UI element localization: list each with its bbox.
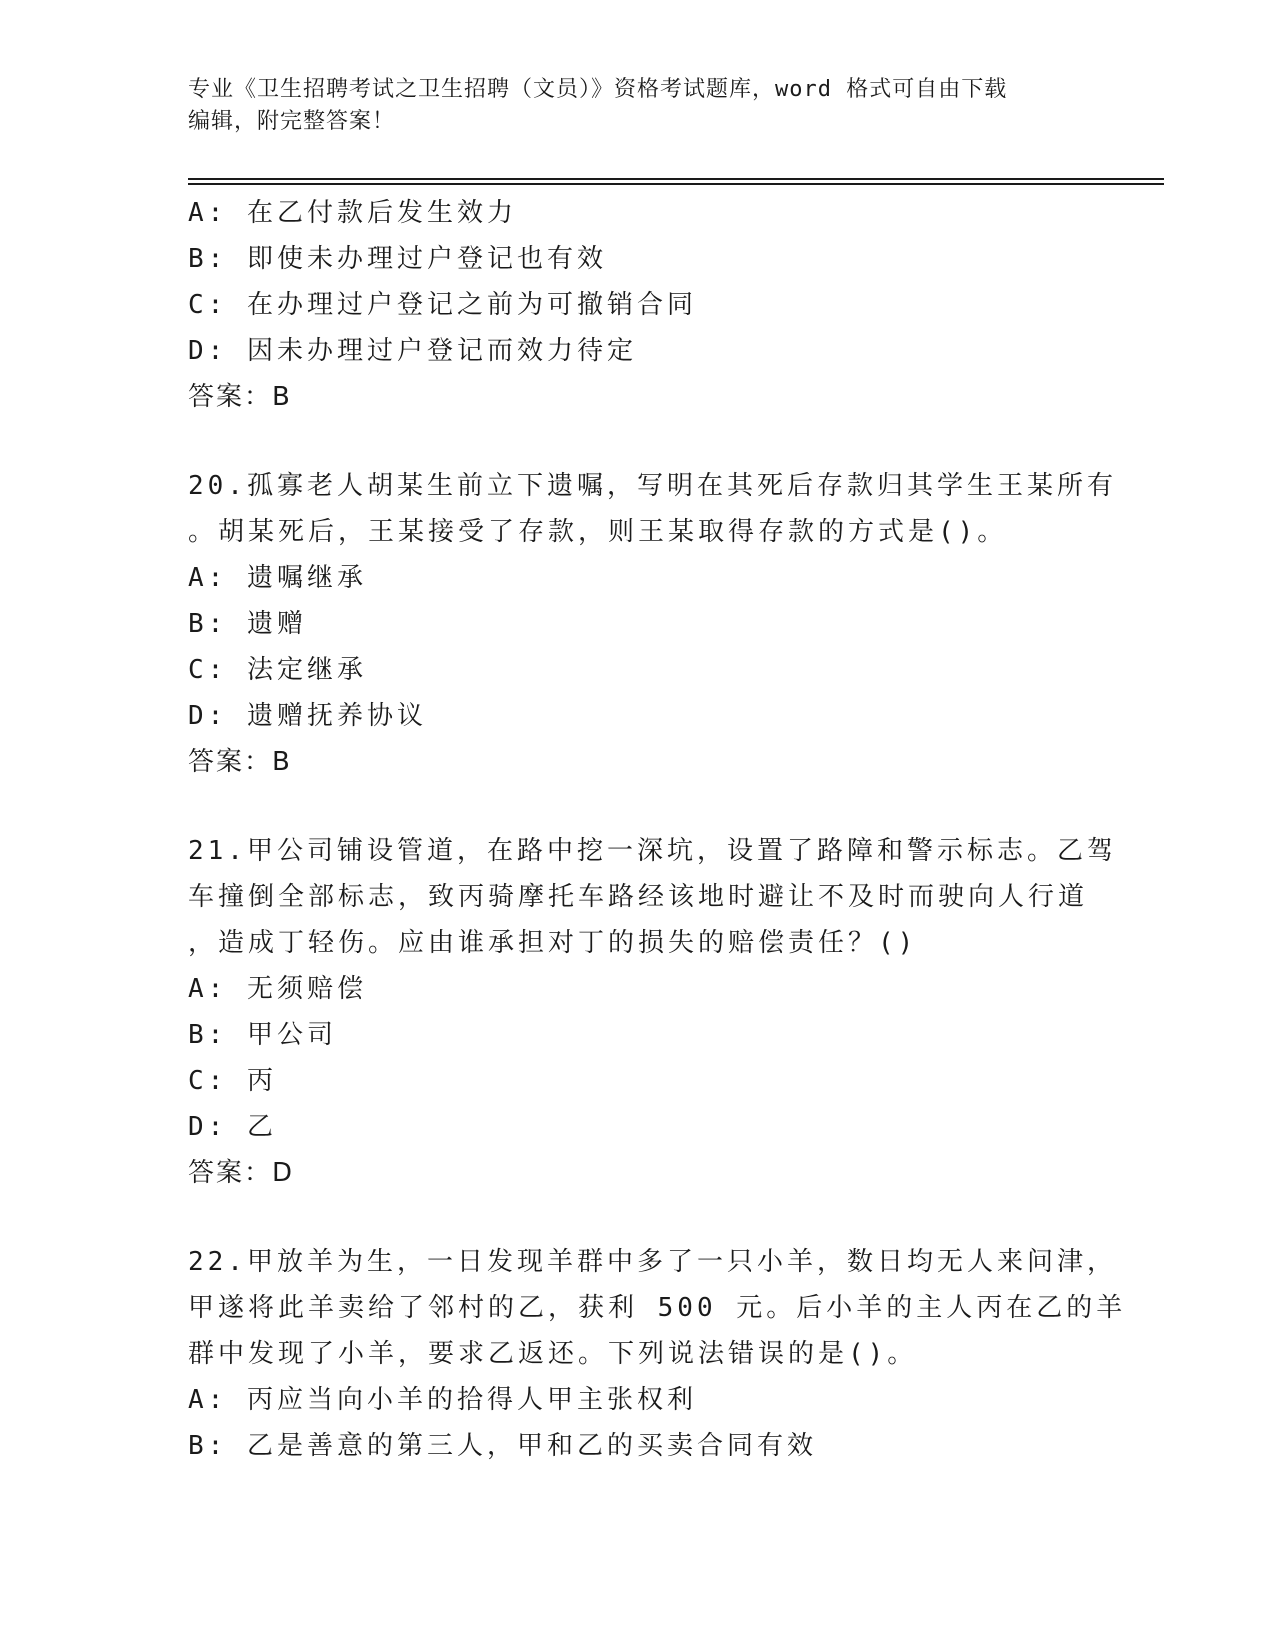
header-line-2: 编辑，附完整答案！ (188, 109, 396, 134)
option-b: B: 即使未办理过户登记也有效 (188, 244, 607, 274)
option-a: A: 在乙付款后发生效力 (188, 198, 517, 228)
header-divider-top (188, 178, 1164, 180)
question-text-line: 。胡某死后，王某接受了存款，则王某取得存款的方式是()。 (188, 517, 1008, 547)
question-text-line: 群中发现了小羊，要求乙返还。下列说法错误的是()。 (188, 1339, 918, 1369)
question-text-line: 20.孤寡老人胡某生前立下遗嘱，写明在其死后存款归其学生王某所有 (188, 471, 1117, 501)
option-b: B: 甲公司 (188, 1020, 337, 1050)
answer-label: 答案：B (188, 382, 292, 412)
question-text-line: 甲遂将此羊卖给了邻村的乙，获利 500 元。后小羊的主人丙在乙的羊 (188, 1293, 1127, 1323)
spacer (188, 1196, 1088, 1239)
header-divider-bottom (188, 183, 1164, 185)
answer-label: 答案：D (188, 1158, 295, 1188)
question-block-19 (188, 190, 1088, 420)
question-block-21 (188, 828, 1117, 1196)
option-d: D: 遗赠抚养协议 (188, 701, 427, 731)
question-text-line: 21.甲公司铺设管道，在路中挖一深坑，设置了路障和警示标志。乙驾 (188, 836, 1117, 866)
option-a: A: 丙应当向小羊的拾得人甲主张权利 (188, 1385, 697, 1415)
spacer (188, 420, 1088, 463)
option-b: B: 乙是善意的第三人，甲和乙的买卖合同有效 (188, 1431, 817, 1461)
question-block-20 (188, 463, 1117, 785)
option-a: A: 无须赔偿 (188, 974, 367, 1004)
option-a: A: 遗嘱继承 (188, 563, 367, 593)
option-c: C: 在办理过户登记之前为可撤销合同 (188, 290, 697, 320)
answer-label: 答案：B (188, 747, 292, 777)
question-text-line: 车撞倒全部标志，致丙骑摩托车路经该地时避让不及时而驶向人行道 (188, 882, 1089, 912)
option-d: D: 乙 (188, 1112, 277, 1142)
question-content (188, 190, 1127, 1469)
document-header (188, 74, 1088, 138)
option-c: C: 丙 (188, 1066, 277, 1096)
question-text-line: ，造成丁轻伤。应由谁承担对丁的损失的赔偿责任？() (188, 928, 918, 958)
option-d: D: 因未办理过户登记而效力待定 (188, 336, 637, 366)
question-block-22 (188, 1239, 1127, 1469)
question-text-line: 22.甲放羊为生，一日发现羊群中多了一只小羊，数日均无人来问津， (188, 1247, 1117, 1277)
option-b: B: 遗赠 (188, 609, 307, 639)
option-c: C: 法定继承 (188, 655, 367, 685)
header-line-1: 专业《卫生招聘考试之卫生招聘（文员）》资格考试题库，word 格式可自由下载 (188, 77, 1008, 102)
spacer (188, 785, 1088, 828)
